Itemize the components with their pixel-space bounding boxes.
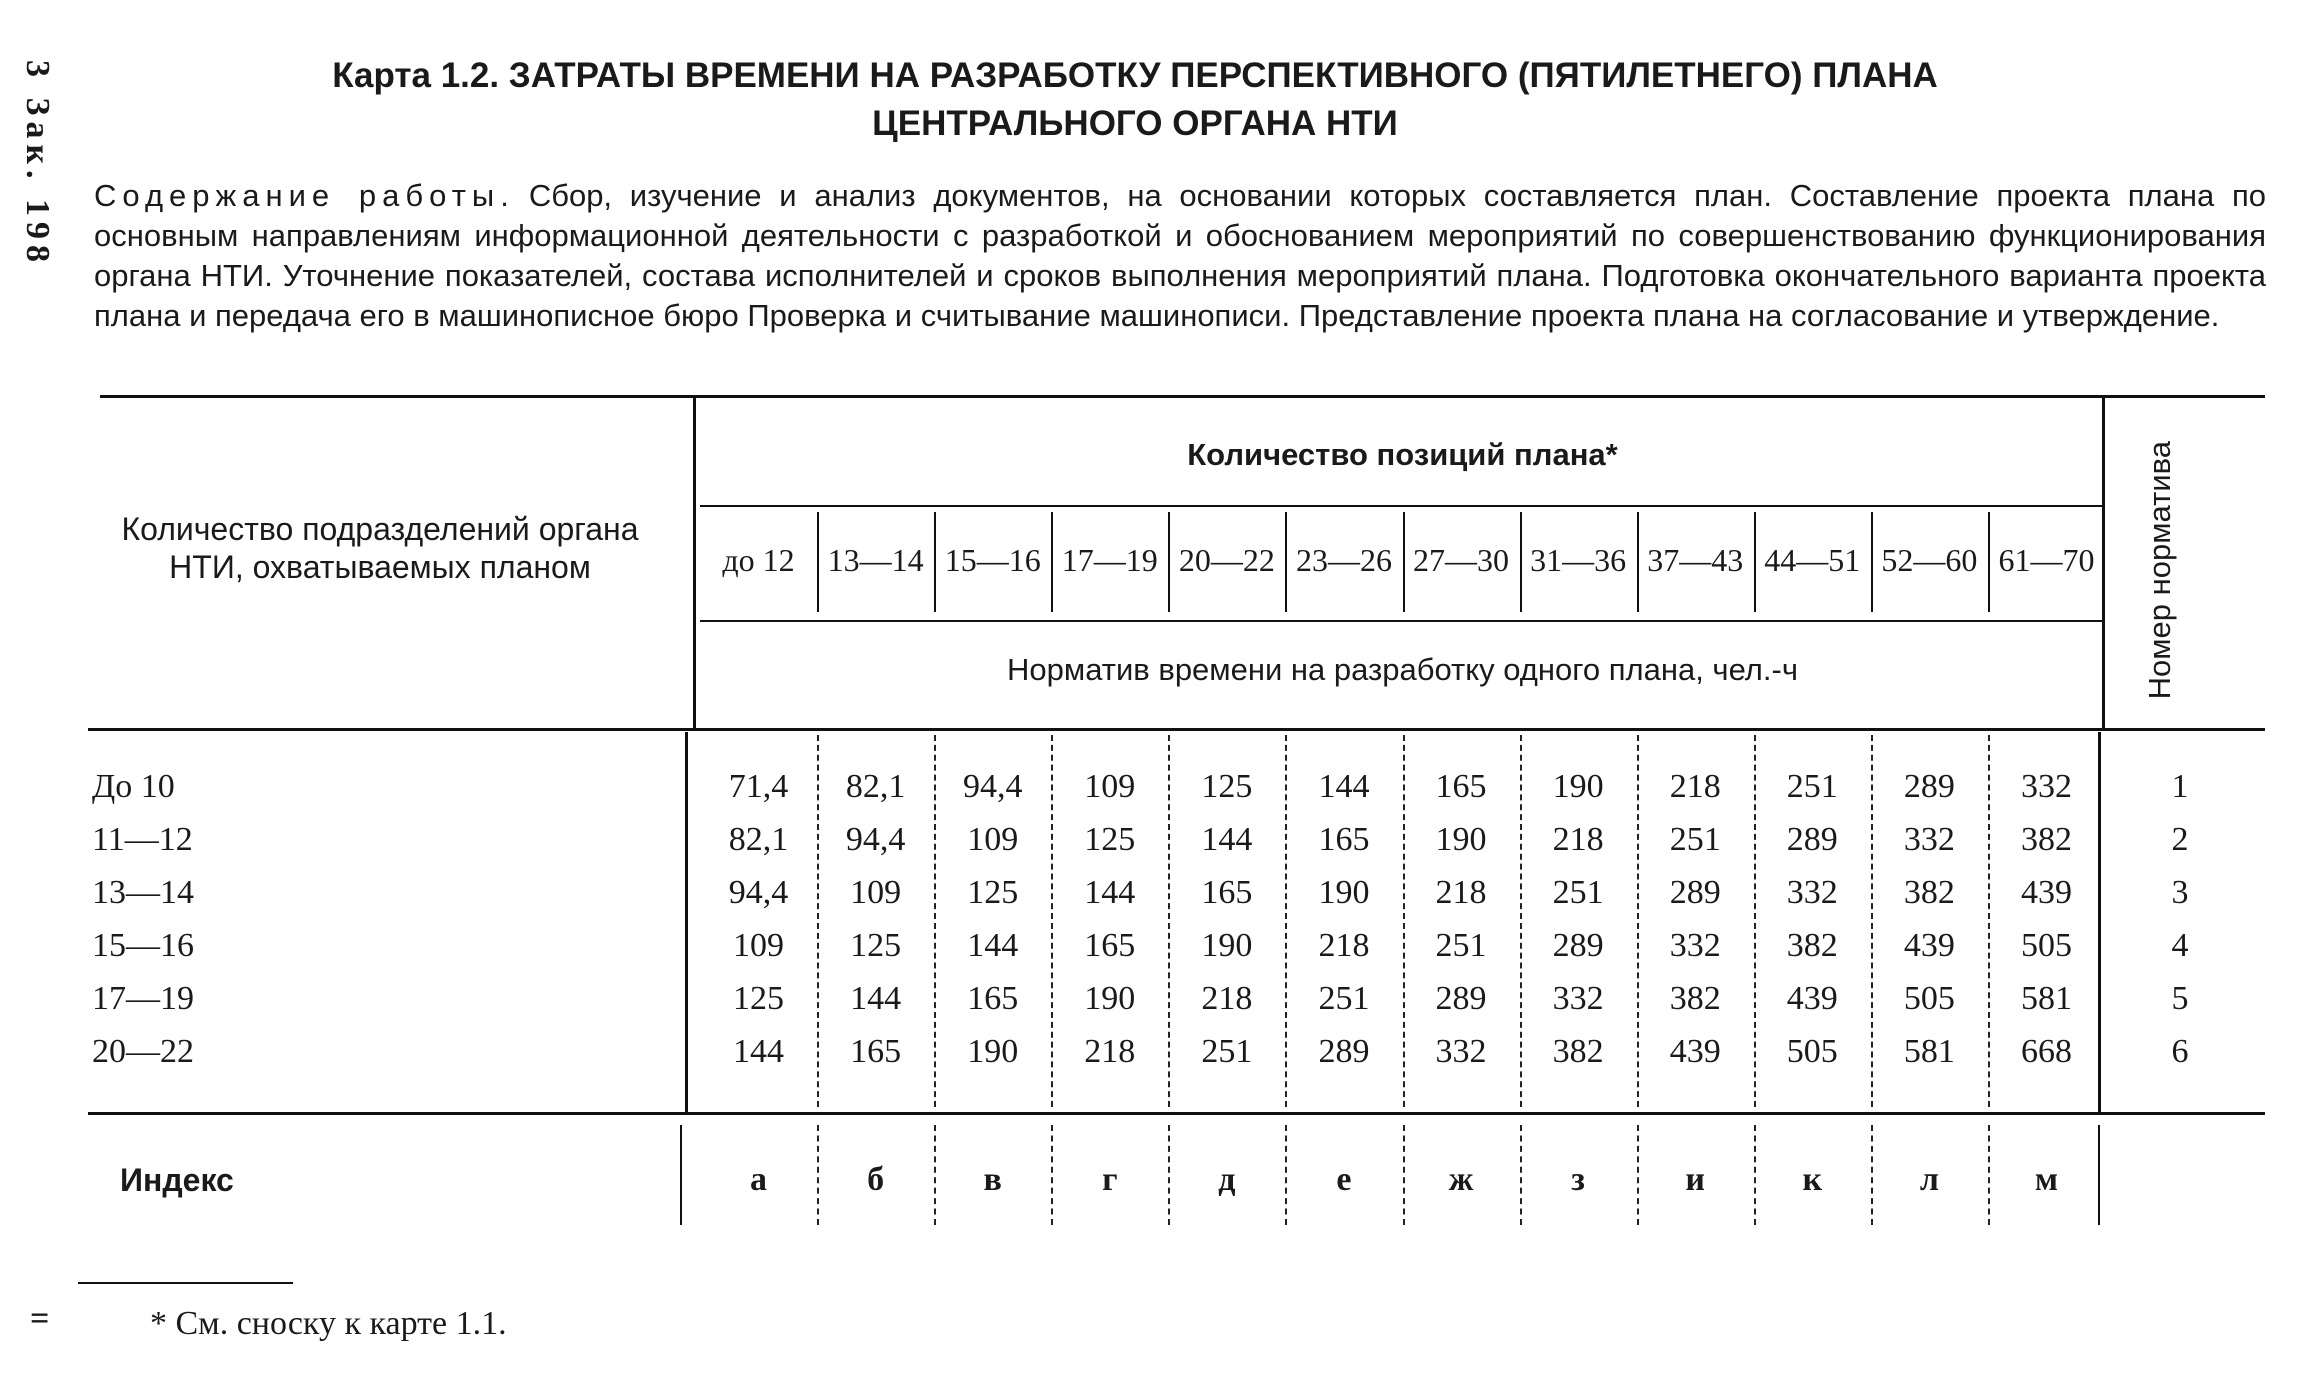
table-cell: 190 [1552,767,1604,805]
row-number: 6 [2171,1032,2189,1070]
row-label: 11—12 [92,820,193,858]
table-cell: 144 [967,926,1019,964]
column-range: до 12 [722,541,795,578]
index-value: в [983,1161,1002,1198]
table-cell: 251 [1552,873,1604,911]
table-cell: 439 [2020,873,2072,911]
index-value: м [2034,1161,2059,1198]
row-number: 3 [2171,873,2189,911]
rule-vert-left-body [685,732,688,1112]
column-range: 27—30 [1413,541,1510,578]
table-cell: 332 [1552,979,1604,1017]
rule-top [100,395,2265,398]
table-cell: 289 [1435,979,1487,1017]
table-cell: 190 [1201,926,1253,964]
table-cell: 251 [1318,979,1370,1017]
row-number: 5 [2171,979,2189,1017]
column-group-header: Количество позиций плана* [1187,437,1618,472]
row-label: 20—22 [92,1032,194,1070]
index-value: д [1218,1161,1236,1198]
column-range: 52—60 [1881,541,1978,578]
table-cell: 251 [1669,820,1721,858]
table-cell: 218 [1435,873,1487,911]
table-cell: 144 [850,979,902,1017]
column-range: 31—36 [1530,541,1627,578]
index-value: и [1685,1161,1705,1198]
column-range: 23—26 [1295,541,1392,578]
table-cell: 165 [1084,926,1136,964]
column-range: 20—22 [1178,541,1275,578]
table-cell: 144 [733,1032,785,1070]
rule-vert-left-index [680,1125,682,1225]
number-header-wrap [2105,420,2215,720]
table-cell: 581 [2020,979,2072,1017]
table-cell: 144 [1084,873,1136,911]
table-cell: 289 [1786,820,1838,858]
table-cell: 668 [2020,1032,2072,1070]
footer-mark: = [30,1300,50,1337]
number-header: Номер норматива [2142,440,2177,700]
index-value: к [1802,1161,1823,1198]
row-number: 1 [2171,767,2189,805]
table-cell: 190 [1318,873,1370,911]
table-cell: 332 [2020,767,2072,805]
table-cell: 109 [967,820,1019,858]
rule-under-header [88,728,2265,731]
table-cell: 125 [850,926,902,964]
table-cell: 218 [1084,1032,1136,1070]
column-range: 37—43 [1647,541,1744,578]
footnote-rule [78,1282,293,1284]
table-cell: 165 [1201,873,1253,911]
table-cell: 439 [1669,1032,1721,1070]
column-range: 61—70 [1998,541,2095,578]
table-cell: 581 [1903,1032,1955,1070]
table-cell: 82,1 [728,820,789,858]
table-cell: 218 [1318,926,1370,964]
table-cell: 165 [1435,767,1487,805]
index-label: Индекс [120,1161,234,1198]
index-value: ж [1448,1161,1474,1198]
index-value: л [1919,1161,1939,1198]
table-cell: 190 [1435,820,1487,858]
rule-under-ranges [700,620,2105,622]
table-cell: 251 [1201,1032,1253,1070]
index-value: з [1571,1161,1585,1198]
column-range: 44—51 [1764,541,1861,578]
row-number: 2 [2171,820,2189,858]
table-cell: 218 [1201,979,1253,1017]
table-cell: 332 [1786,873,1838,911]
table-cell: 382 [1669,979,1721,1017]
column-range: 17—19 [1061,541,1158,578]
row-label: 15—16 [92,926,194,964]
table-cell: 289 [1669,873,1721,911]
table-cell: 218 [1669,767,1721,805]
table-cell: 439 [1903,926,1955,964]
table-cell: 125 [1201,767,1253,805]
table-cell: 125 [1084,820,1136,858]
table-cell: 144 [1201,820,1253,858]
row-header: Количество подразделений органа НТИ, охватываемых планом [121,511,639,585]
table-cell: 109 [1084,767,1136,805]
title-line-1: Карта 1.2. ЗАТРАТЫ ВРЕМЕНИ НА РАЗРАБОТКУ ПЕРСПЕКТИВНОГО (ПЯТИЛЕТНЕГО) ПЛАНА [332,56,1938,95]
column-range: 15—16 [944,541,1041,578]
rule-above-index [88,1112,2265,1115]
table-cell: 94,4 [845,820,906,858]
table-cell: 94,4 [728,873,789,911]
table-cell: 505 [2020,926,2072,964]
table-cell: 109 [733,926,785,964]
table-cell: 82,1 [845,767,906,805]
table-cell: 382 [1552,1032,1604,1070]
table-cell: 289 [1552,926,1604,964]
table-cell: 94,4 [962,767,1023,805]
row-number: 4 [2171,926,2189,964]
row-label: До 10 [92,767,175,805]
table-cell: 289 [1318,1032,1370,1070]
table-cell: 382 [1786,926,1838,964]
rule-vert-left-header [693,398,696,728]
table-cell: 165 [1318,820,1370,858]
row-label: 17—19 [92,979,194,1017]
row-label: 13—14 [92,873,194,911]
index-value: а [750,1161,768,1198]
table-cell: 332 [1903,820,1955,858]
table-cell: 165 [850,1032,902,1070]
column-range: 13—14 [827,541,924,578]
table-cell: 289 [1903,767,1955,805]
table-cell: 71,4 [728,767,789,805]
table-cell: 190 [967,1032,1019,1070]
table-cell: 144 [1318,767,1370,805]
margin-note: 3 Зак. 198 [19,60,56,269]
table-cell: 439 [1786,979,1838,1017]
table-cell: 165 [967,979,1019,1017]
table-cell: 332 [1669,926,1721,964]
norm-header: Норматив времени на разработку одного плана, чел.-ч [1007,652,1798,687]
footnote: * См. сноску к карте 1.1. [150,1305,507,1342]
content-label: Содержание работы. [94,178,515,213]
table-cell: 125 [733,979,785,1017]
content-text: Сбор, изучение и анализ документов, на основании которых составляется план. Составление проекта плана по основным направлениям информационной деятельности с разработкой и обоснованием мероприятий по совершенствованию функционирования органа НТИ. Уточнение показателей, состава исполнителей и сроков выполнения мероприятий плана. Подготовка окончательного варианта проекта плана и передача его в машинописное бюро Проверка и считывание машинописи. Представление проекта плана на согласование и утверждение. [94,178,2266,333]
table-cell: 125 [967,873,1019,911]
table-cell: 190 [1084,979,1136,1017]
table-cell: 505 [1786,1032,1838,1070]
index-value: е [1336,1161,1352,1198]
table-cell: 251 [1786,767,1838,805]
table-cell: 382 [1903,873,1955,911]
table-cell: 218 [1552,820,1604,858]
table-cell: 382 [2020,820,2072,858]
title-line-2: ЦЕНТРАЛЬНОГО ОРГАНА НТИ [872,104,1398,143]
table-cell: 505 [1903,979,1955,1017]
rule-under-group-header [700,505,2105,507]
index-value: г [1102,1161,1118,1198]
table-cell: 332 [1435,1032,1487,1070]
index-value: б [867,1161,885,1198]
table-cell: 109 [850,873,902,911]
table-cell: 251 [1435,926,1487,964]
